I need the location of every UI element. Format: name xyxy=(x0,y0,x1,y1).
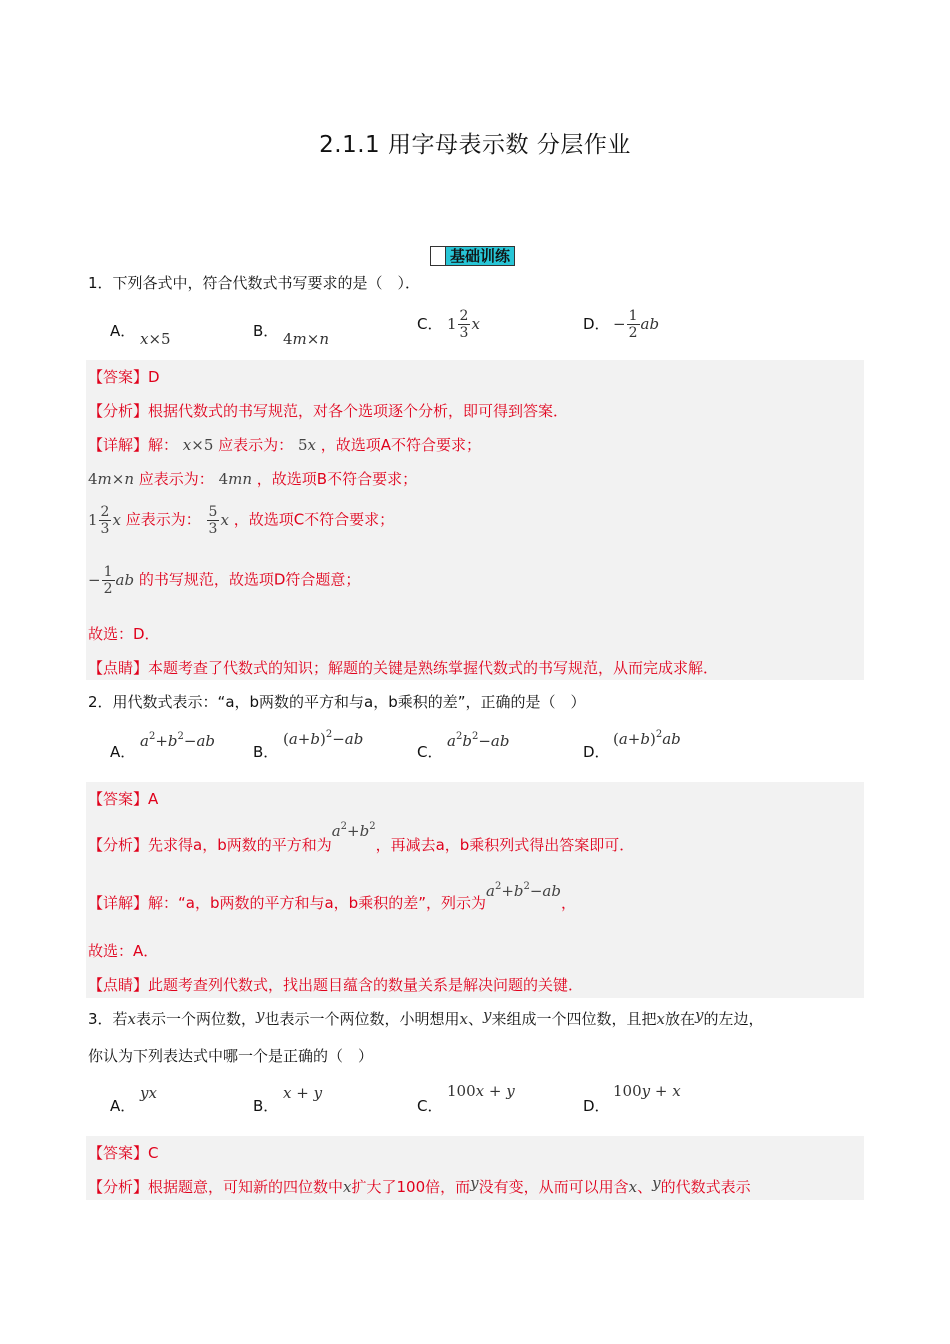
detail-text: 应表示为： xyxy=(138,470,214,488)
q3-answer: 【答案】C xyxy=(88,1144,159,1162)
detail-text: 应表示为： xyxy=(218,436,294,454)
q1-detail-line-1 xyxy=(88,434,481,455)
detail-text: ，故选项B不符合要求； xyxy=(256,470,418,488)
question-3-stem-line-1: 3．若x表示一个两位数，y也表示一个两位数，小明想用x、y来组成一个四位数，且把x放在y的左边， xyxy=(88,1006,764,1028)
section-heading xyxy=(430,246,515,266)
option-label: D． xyxy=(583,1097,610,1115)
q3-analysis: 【分析】根据题意，可知新的四位数中x扩大了100倍，而y没有变，从而可以用含x、y的代数式表示 xyxy=(88,1174,751,1196)
q3-option-b xyxy=(253,1082,323,1115)
question-2-stem: 2．用代数式表示：“a，b两数的平方和与a，b乘积的差”，正确的是（ ） xyxy=(88,693,586,711)
math-expr: x + y xyxy=(283,1084,323,1102)
option-label: B． xyxy=(253,743,279,761)
math-expr: − $\frac{1}{2}$ ab xyxy=(613,308,660,341)
math-expr: x×5 xyxy=(182,436,214,454)
q1-analysis: 【分析】根据代数式的书写规范，对各个选项逐个分析，即可得到答案． xyxy=(88,402,569,420)
option-label: B． xyxy=(253,322,279,340)
math-expr: $a^2+b^2$ xyxy=(331,821,376,840)
q2-option-b xyxy=(253,728,364,761)
option-label: C． xyxy=(417,1097,443,1115)
math-expr: 4mn xyxy=(218,470,253,488)
option-label: D． xyxy=(583,314,610,333)
option-label: B． xyxy=(253,1097,279,1115)
question-3-stem-line-2: 你认为下列表达式中哪一个是正确的（ ） xyxy=(88,1047,374,1065)
q2-answer: 【答案】A xyxy=(88,790,159,808)
question-1-stem: 1．下列各式中，符合代数式书写要求的是（ ）． xyxy=(88,274,421,292)
math-expr: − $\frac{1}{2}$ ab xyxy=(88,564,135,597)
math-expr: 100x + y xyxy=(447,1082,515,1100)
math-expr: $\frac{5}{3}$ x xyxy=(208,504,229,537)
q1-option-c xyxy=(417,308,480,341)
option-label: A． xyxy=(110,1097,136,1115)
option-label: C． xyxy=(417,743,443,761)
q2-detail xyxy=(88,880,576,912)
math-expr: 1 $\frac{2}{3}$ x xyxy=(447,308,480,341)
math-expr: 4m×n xyxy=(283,330,329,348)
option-label: C． xyxy=(417,314,443,333)
q2-comment: 【点睛】此题考查列代数式，找出题目蕴含的数量关系是解决问题的关键． xyxy=(88,976,584,994)
q2-option-a xyxy=(110,730,215,761)
q1-option-b xyxy=(253,320,329,348)
math-expr: x×5 xyxy=(140,330,171,348)
option-label: A． xyxy=(110,743,136,761)
page-title: 2.1.1 用字母表示数 分层作业 xyxy=(319,132,631,158)
detail-text: 【详解】解：“a，b两数的平方和与a，b乘积的差”，列示为 xyxy=(88,894,486,912)
q3-option-c xyxy=(417,1080,515,1115)
math-expr: 1 $\frac{2}{3}$ x xyxy=(88,504,121,537)
q1-choose: 故选：D． xyxy=(88,625,160,643)
analysis-text: ，再减去a，b乘积列式得出答案即可． xyxy=(375,836,635,854)
option-label: A． xyxy=(110,322,136,340)
detail-text: ，故选项C不符合要求； xyxy=(233,510,395,529)
q2-option-d xyxy=(583,728,681,761)
q1-detail-line-3 xyxy=(88,504,394,537)
math-expr: $a^2+b^2-ab$ xyxy=(485,881,561,900)
analysis-text: 【分析】先求得a，b两数的平方和为 xyxy=(88,836,332,854)
detail-text: ，故选项A不符合要求； xyxy=(320,436,482,454)
detail-text: ， xyxy=(560,894,576,912)
math-expr: yx xyxy=(140,1084,157,1102)
q1-comment: 【点睛】本题考查了代数式的知识；解题的关键是熟练掌握代数式的书写规范，从而完成求解． xyxy=(88,659,719,677)
q1-detail-line-4 xyxy=(88,564,360,597)
math-expr: 5x xyxy=(297,436,316,454)
q1-option-a xyxy=(110,320,171,348)
section-label: 基础训练 xyxy=(446,246,515,266)
q1-detail-line-2 xyxy=(88,468,417,489)
math-expr: 100y + x xyxy=(613,1082,681,1100)
q3-option-d xyxy=(583,1080,681,1115)
math-expr: 4m×n xyxy=(88,470,134,488)
section-checkbox-icon xyxy=(430,246,446,266)
q3-option-a xyxy=(110,1082,157,1115)
detail-prefix: 【详解】解： xyxy=(88,436,179,454)
option-label: D． xyxy=(583,743,610,761)
math-expr: $(a+b)^2ab$ xyxy=(613,729,681,748)
math-expr: $a^2+b^2-ab$ xyxy=(140,731,215,750)
q1-answer: 【答案】D xyxy=(88,368,160,386)
q2-option-c xyxy=(417,730,510,761)
detail-text: 应表示为： xyxy=(125,510,201,529)
math-expr: $(a+b)^2-ab$ xyxy=(283,729,364,748)
math-expr: $a^2b^2-ab$ xyxy=(447,731,510,750)
detail-text: 的书写规范，故选项D符合题意； xyxy=(138,570,361,589)
q1-option-d xyxy=(583,308,659,341)
q2-choose: 故选：A． xyxy=(88,942,159,960)
q2-analysis xyxy=(88,820,635,854)
